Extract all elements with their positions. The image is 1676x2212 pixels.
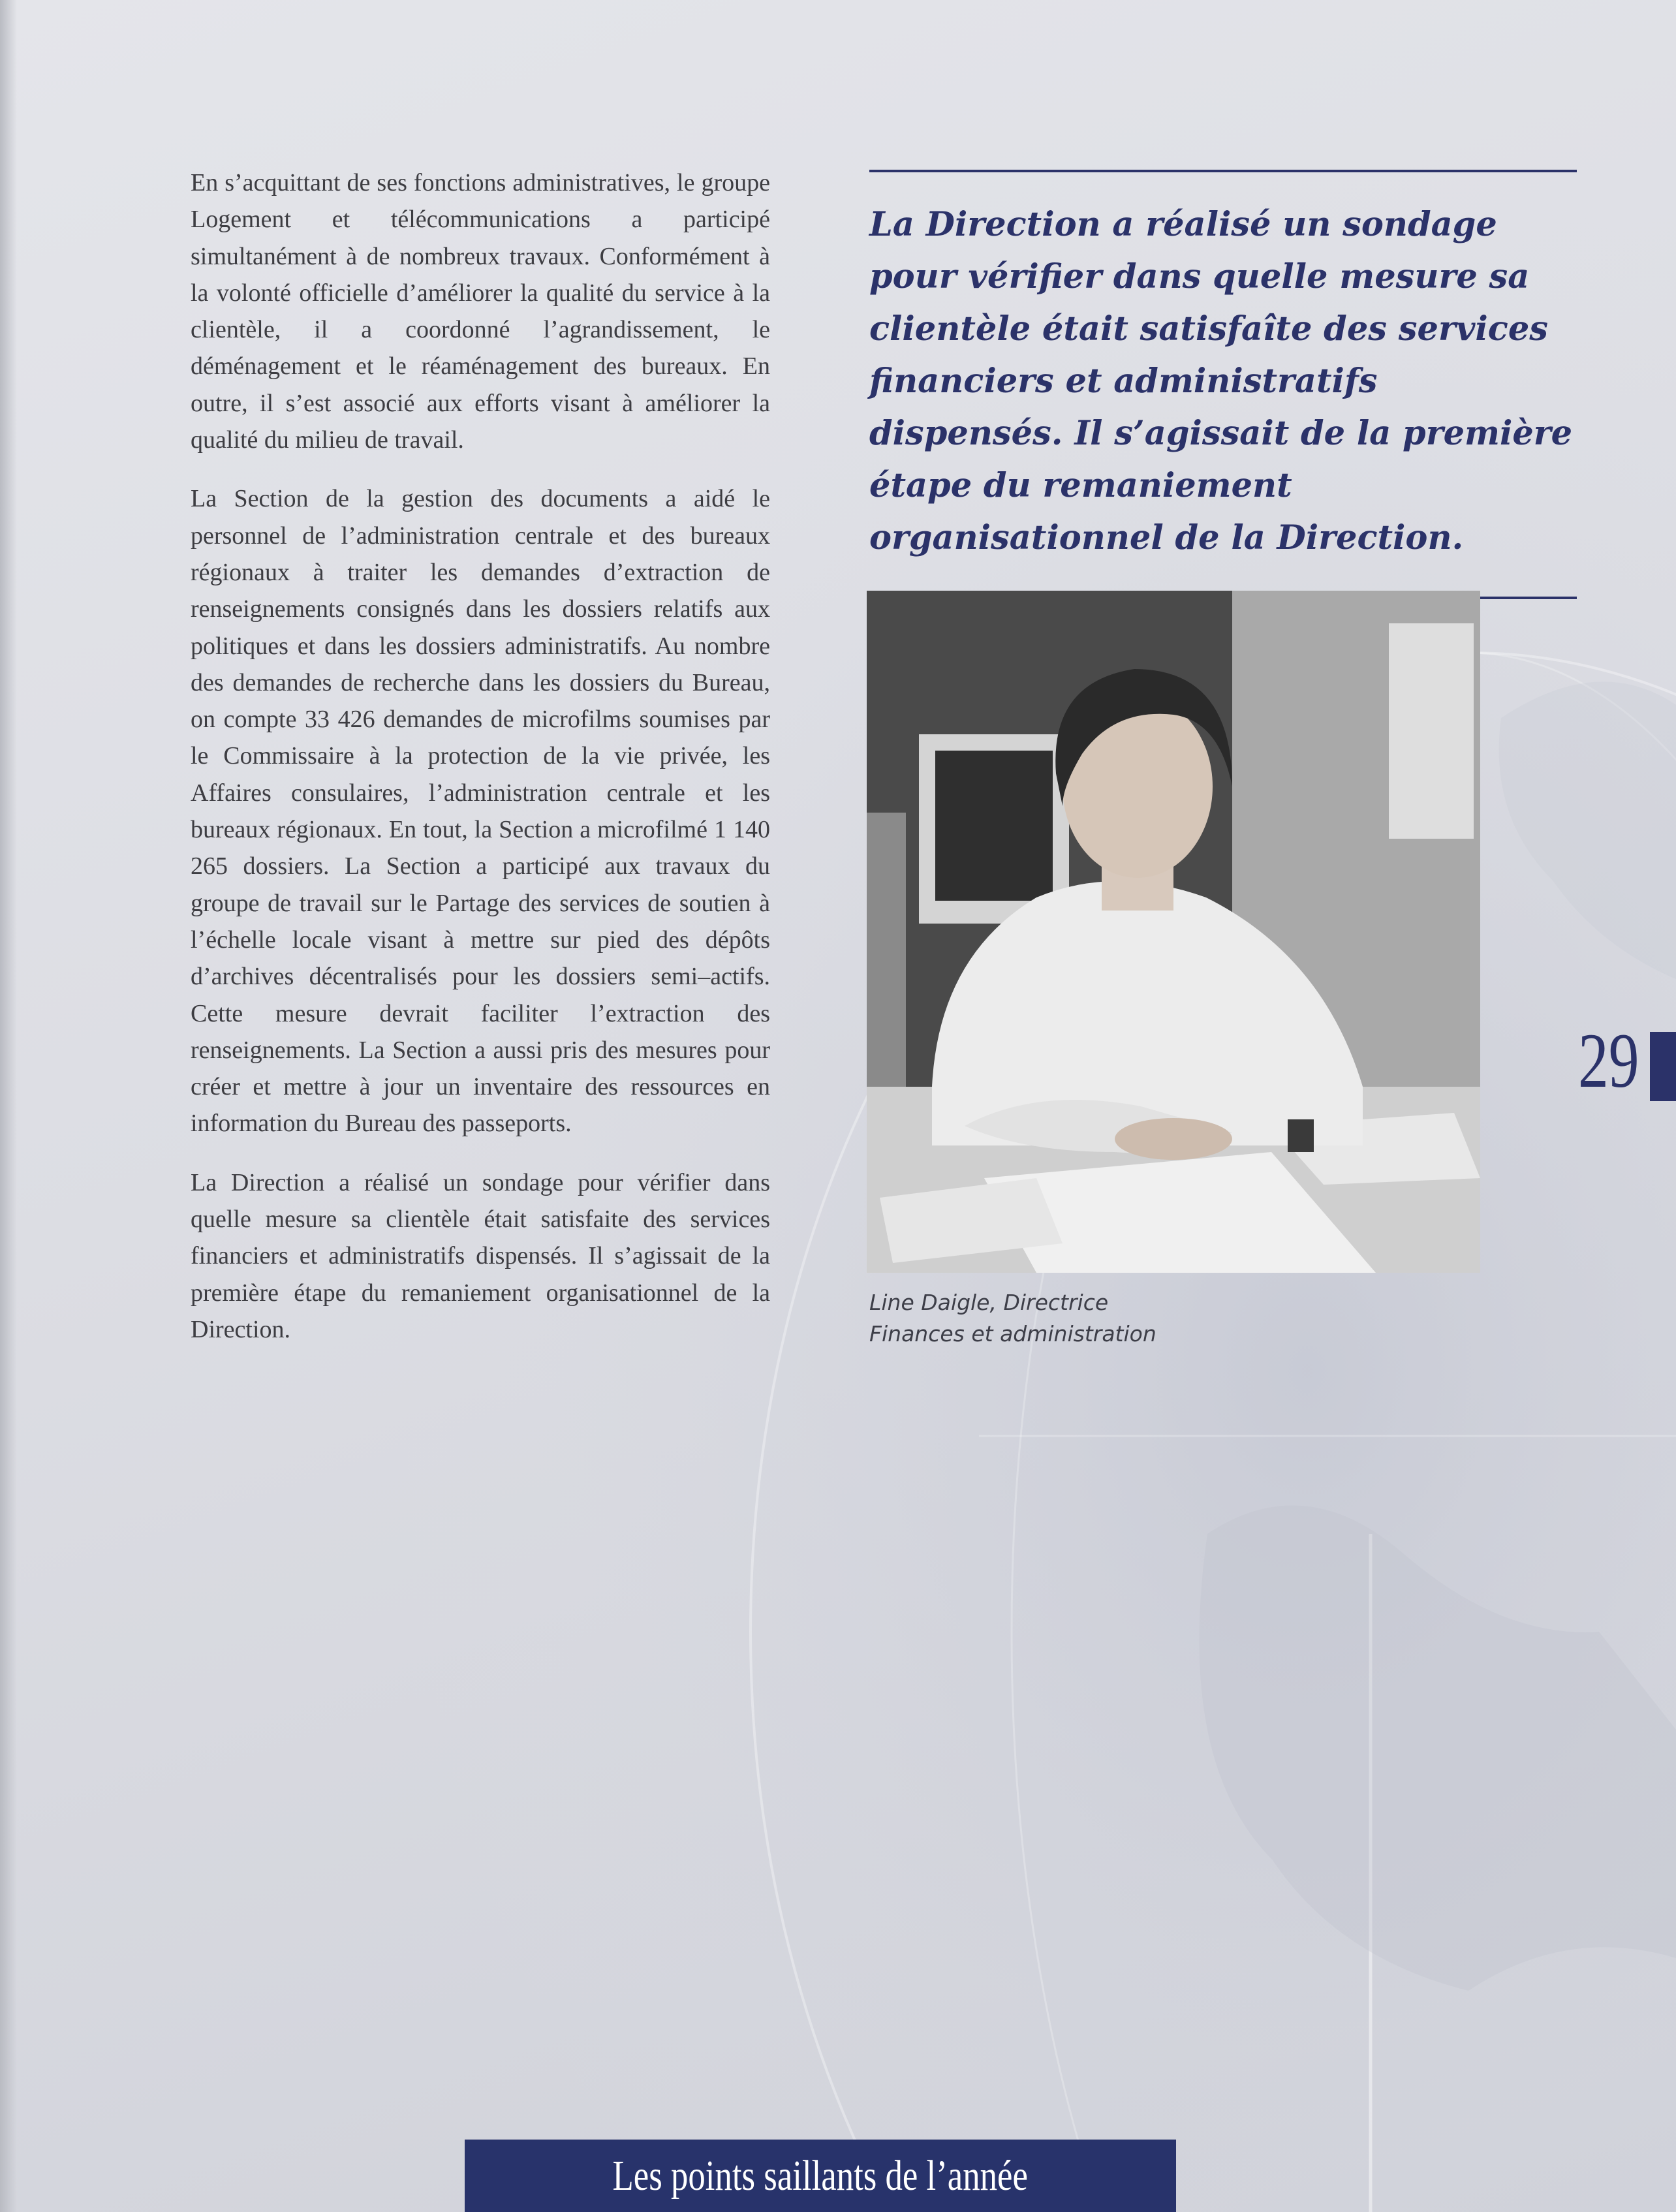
pull-quote xyxy=(869,170,1577,599)
page-number: 29 xyxy=(1578,1017,1639,1104)
footer-title: Les points saillants de l’année xyxy=(612,2151,1029,2200)
page-edge-tab xyxy=(1650,1032,1676,1101)
photo-caption xyxy=(869,1287,1391,1350)
portrait-photo xyxy=(867,591,1480,1273)
body-paragraph-2: La Section de la gestion des documents a aidé le personnel de l’administration centrale et des bureaux régionaux à traiter les demandes d’extraction de renseignements consignés dans les dossiers relatifs aux politiques et dans les dossiers administratifs. Au nombre des demandes de recherche dans les dossiers du Bureau, on compte 33 426 demandes de microfilms soumises par le Commissaire à la protection de la vie privée, les Affaires consulaires, l’administration centrale et les bureaux régionaux. En tout, la Section a microfilmé 1 140 265 dossiers. La Section a participé aux travaux du groupe de travail sur le Partage des services de soutien à l’échelle locale visant à mettre sur pied des dépôts d’archives décentralisés pour les dossiers semi–actifs. Cette mesure devrait faciliter l’extraction des renseignements. La Section a aussi pris des mesures pour créer et mettre à jour un inventaire des ressources en information du Bureau des passeports. xyxy=(191,485,770,1138)
page-edge-shadow xyxy=(0,0,17,2212)
body-paragraph-3: La Direction a réalisé un sondage pour vérifier dans quelle mesure sa clientèle était satisfaite des services financiers et administratifs dispensés. Il s’agissait de la première étape du remaniement organisationnel de la Direction. xyxy=(191,1168,770,1343)
body-paragraph-1: En s’acquittant de ses fonctions administratives, le groupe Logement et télécommunications a participé simultanément à de nombreux travaux. Conformément à la volonté officielle d’améliorer la qualité du service à la clientèle, il a coordonné l’agrandissement, le déménagement et le réaménagement des bureaux. En outre, il s’est associé aux efforts visant à améliorer la qualité du milieu de travail. xyxy=(191,169,770,454)
body-text-column xyxy=(191,164,770,1370)
pull-quote-text: La Direction a réalisé un sondage pour vérifier dans quelle mesure sa clientèle était satisfaîte des services financiers et administratifs dispensés. Il s’agissait de la première étape du remaniement organisationnel de la Direction. xyxy=(869,205,1573,557)
caption-title-line: Finances et administration xyxy=(869,1321,1156,1347)
caption-name-line: Line Daigle, Directrice xyxy=(869,1290,1109,1315)
footer-section-banner xyxy=(465,2140,1176,2212)
portrait-illustration xyxy=(867,591,1480,1273)
